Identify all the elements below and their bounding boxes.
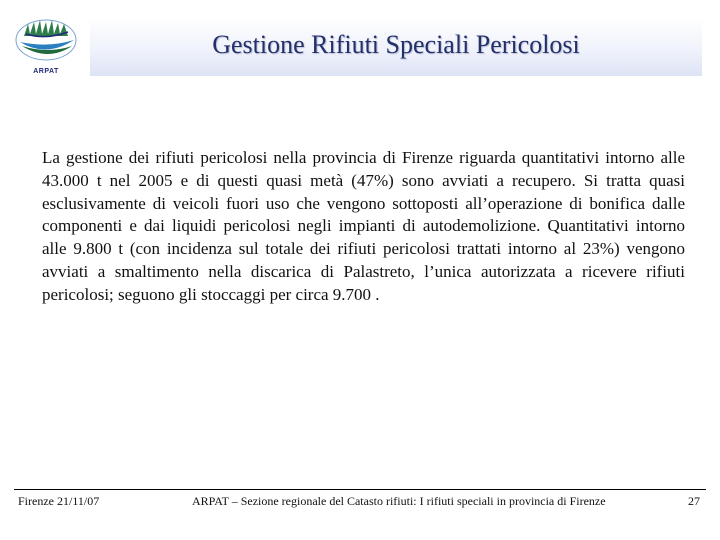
arpat-logo	[10, 10, 82, 80]
logo-text: ARPAT	[33, 68, 59, 75]
footer-caption: ARPAT – Sezione regionale del Catasto rifiuti: I rifiuti speciali in provincia di Firenze	[192, 494, 606, 508]
footer-divider	[14, 489, 706, 490]
page-number: 27	[688, 494, 700, 508]
body-paragraph: La gestione dei rifiuti pericolosi nella provincia di Firenze riguarda quantitativi intorno alle 43.000 t nel 2005 e di questi quasi metà (47%) sono avviati a recupero. Si tratta quasi esclusivamente di veicoli fuori uso che vengono sottoposti all’operazione di bonifica dalle componenti e dai liquidi pericolosi negli impianti di autodemolizione. Quantitativi intorno alle 9.800 t (con incidenza sul totale dei rifiuti pericolosi trattati intorno al 23%) vengono avviati a smaltimento nella discarica di Palastreto, l’unica autorizzata a ricevere rifiuti pericolosi; seguono gli stoccaggi per circa 9.700 .	[42, 148, 685, 304]
arpat-emblem-icon	[10, 10, 82, 68]
slide-title: Gestione Rifiuti Speciali Pericolosi	[212, 30, 580, 59]
footer-date: Firenze 21/11/07	[18, 494, 100, 508]
